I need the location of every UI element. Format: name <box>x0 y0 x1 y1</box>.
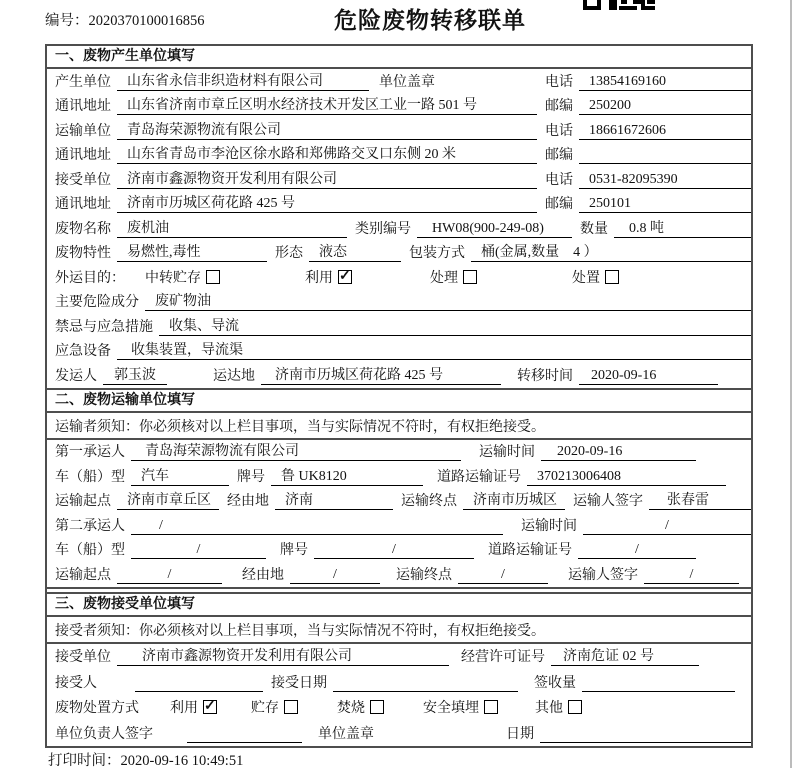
destination-value: 济南市历城区荷花路 425 号 <box>261 364 501 385</box>
page-title: 危险废物转移联单 <box>334 8 526 33</box>
transport-time1-value: 2020-09-16 <box>541 444 696 461</box>
dispatcher-value: 郭玉波 <box>103 364 167 385</box>
route2-via-label: 经由地 <box>242 567 284 583</box>
disposal-option-storage <box>251 697 298 717</box>
vehicle1-plate-label: 牌号 <box>237 469 265 485</box>
serial-value: 2020370100016856 <box>88 13 205 29</box>
purpose-option-disposal-label: 处置 <box>572 270 600 286</box>
disposal-other-checkbox <box>568 700 582 714</box>
emergency-equipment-value: 收集装置，导流渠 <box>117 339 751 360</box>
transporter-notice: 运输者须知：你必须核对以上栏目事项，当与实际情况不符时，有权拒绝接受。 <box>47 413 751 440</box>
row-producer-address <box>47 94 751 119</box>
disposal-method-label: 废物处置方式 <box>55 701 139 716</box>
permit-value: 济南危证 02 号 <box>551 645 699 666</box>
waste-props-value: 易燃性,毒性 <box>117 241 267 262</box>
row-carrier-company <box>47 118 751 143</box>
receiver-address-value: 济南市历城区荷花路 425 号 <box>117 192 537 213</box>
producer-address-value: 山东省济南市章丘区明水经济技术开发区工业一路 501 号 <box>117 94 537 115</box>
disposal-option-landfill-label: 安全填埋 <box>423 701 479 716</box>
carrier-address-value: 山东省青岛市李沧区徐水路和郑佛路交叉口东侧 20 米 <box>117 143 537 164</box>
accept-qty-value <box>582 691 735 692</box>
vehicle1-license-label: 道路运输证号 <box>437 469 521 485</box>
disposal-storage-checkbox <box>284 700 298 714</box>
producer-phone-value: 13854169160 <box>579 74 751 91</box>
first-carrier-label: 第一承运人 <box>55 445 125 460</box>
row-route2 <box>47 562 751 587</box>
accept-person-value <box>135 691 263 692</box>
route1-via-label: 经由地 <box>227 494 269 509</box>
row-second-carrier <box>47 513 751 538</box>
row-receive-company <box>47 644 751 670</box>
responsible-sign-value <box>187 742 302 743</box>
producer-label: 产生单位 <box>55 74 111 90</box>
permit-label: 经营许可证号 <box>461 650 545 665</box>
serial-label: 编号： <box>45 13 89 29</box>
print-time-value: 2020-09-16 10:49:51 <box>120 753 244 769</box>
route2-start-value: / <box>117 567 222 584</box>
vehicle2-license-value: / <box>578 542 696 559</box>
section-transporter <box>47 388 751 587</box>
purpose-option-storage-label: 中转贮存 <box>145 270 201 286</box>
second-carrier-value: / <box>131 518 503 535</box>
seal-label: 单位盖章 <box>379 74 435 90</box>
dispatcher-label: 发运人 <box>55 368 97 384</box>
waste-pack-label: 包装方式 <box>409 246 465 261</box>
waste-qty-label: 数量 <box>580 221 608 237</box>
receiver-phone-value: 0531-82095390 <box>579 172 751 189</box>
waste-form-label: 形态 <box>275 246 303 261</box>
purpose-treatment-checkbox <box>463 270 477 284</box>
emergency-equipment-label: 应急设备 <box>55 344 111 359</box>
vehicle1-type-value: 汽车 <box>131 465 229 486</box>
row-transfer-purpose <box>47 265 751 290</box>
disposal-option-storage-label: 贮存 <box>251 701 279 716</box>
producer-phone-label: 电话 <box>545 74 573 90</box>
disposal-option-incineration-label: 焚烧 <box>337 701 365 716</box>
section-receiver <box>47 587 751 746</box>
section3-header: 三、废物接受单位填写 <box>47 592 751 617</box>
disposal-option-landfill <box>423 697 498 717</box>
carrier-company-label: 运输单位 <box>55 123 111 139</box>
vehicle2-type-value: / <box>131 542 266 559</box>
carrier-phone-label: 电话 <box>545 123 573 139</box>
purpose-option-treatment-label: 处理 <box>430 270 458 286</box>
transfer-time-value: 2020-09-16 <box>579 368 718 385</box>
row-producer <box>47 69 751 94</box>
waste-code-label: 类别编号 <box>355 221 411 237</box>
vehicle1-plate-value: 鲁 UK8120 <box>271 465 423 486</box>
waste-name-label: 废物名称 <box>55 221 111 237</box>
route2-end-value: / <box>458 567 548 584</box>
transport-time1-label: 运输时间 <box>479 445 535 460</box>
row-carrier-address <box>47 143 751 168</box>
row-waste-name <box>47 216 751 241</box>
producer-address-label: 通讯地址 <box>55 99 111 114</box>
receiver-company-label: 接受单位 <box>55 172 111 188</box>
purpose-option-reuse-label: 利用 <box>305 270 333 286</box>
seal-date-value <box>540 742 751 743</box>
responsible-sign-label: 单位负责人签字 <box>55 726 153 742</box>
section2-header: 二、废物运输单位填写 <box>47 390 751 413</box>
waste-qty-value: 0.8 吨 <box>614 217 751 238</box>
purpose-label: 外运目的： <box>55 270 125 286</box>
qr-code-fragment-icon <box>583 0 655 10</box>
waste-code-value: HW08(900-249-08) <box>417 221 572 238</box>
hazard-label: 主要危险成分 <box>55 295 139 310</box>
route1-via-value: 济南 <box>275 489 393 510</box>
carrier-zip-value <box>579 163 751 164</box>
receiver-company-value: 济南市鑫源物资开发利用有限公司 <box>117 168 537 189</box>
disposal-option-reuse-label: 利用 <box>170 701 198 716</box>
hazard-value: 废矿物油 <box>145 290 751 311</box>
row-receiver-company <box>47 167 751 192</box>
receiver-notice: 接受者须知：你必须核对以上栏目事项，当与实际情况不符时，有权拒绝接受。 <box>47 617 751 644</box>
row-responsible-signature <box>47 720 751 746</box>
row-route1 <box>47 489 751 514</box>
receiver-phone-label: 电话 <box>545 172 573 188</box>
disposal-reuse-checkbox <box>203 700 217 714</box>
emergency-measures-value: 收集、导流 <box>159 315 751 336</box>
receive-company-value: 济南市鑫源物资开发利用有限公司 <box>117 645 449 666</box>
purpose-storage-checkbox <box>206 270 220 284</box>
receive-company-label: 接受单位 <box>55 650 111 665</box>
route2-start-label: 运输起点 <box>55 567 111 583</box>
vehicle1-license-value: 370213006408 <box>527 469 726 486</box>
purpose-option-reuse <box>305 267 352 287</box>
purpose-option-disposal <box>572 267 619 287</box>
row-hazard-components <box>47 290 751 315</box>
emergency-measures-label: 禁忌与应急措施 <box>55 319 153 335</box>
row-emergency-measures <box>47 314 751 339</box>
accept-qty-label: 签收量 <box>534 675 576 691</box>
route2-sign-label: 运输人签字 <box>568 567 638 583</box>
route1-end-value: 济南市历城区 <box>463 489 565 510</box>
purpose-option-treatment <box>430 267 477 287</box>
vehicle2-type-label: 车（船）型 <box>55 543 125 558</box>
transfer-time-label: 转移时间 <box>517 368 573 384</box>
route2-via-value: / <box>290 567 380 584</box>
row-dispatch <box>47 363 751 388</box>
accept-person-label: 接受人 <box>55 675 97 691</box>
waste-form-value: 液态 <box>309 241 401 262</box>
producer-zip-value: 250200 <box>579 98 751 115</box>
first-carrier-value: 青岛海荣源物流有限公司 <box>131 440 461 461</box>
vehicle2-plate-label: 牌号 <box>280 543 308 558</box>
vehicle2-license-label: 道路运输证号 <box>488 543 572 558</box>
receiver-zip-label: 邮编 <box>545 197 573 212</box>
accept-date-value <box>333 691 518 692</box>
waste-pack-value: 桶(金属,数量 4 ） <box>471 241 751 262</box>
disposal-incineration-checkbox <box>370 700 384 714</box>
print-time <box>48 749 243 770</box>
disposal-option-reuse <box>170 697 217 717</box>
route1-sign-label: 运输人签字 <box>573 494 643 509</box>
route1-start-label: 运输起点 <box>55 494 111 509</box>
carrier-company-value: 青岛海荣源物流有限公司 <box>117 119 537 140</box>
vehicle2-plate-value: / <box>314 542 474 559</box>
purpose-option-storage <box>145 267 220 287</box>
page-edge-line <box>790 0 792 768</box>
row-disposal-method <box>47 695 751 721</box>
seal-date-label: 日期 <box>506 726 534 742</box>
print-time-label: 打印时间： <box>48 753 121 769</box>
unit-seal-label: 单位盖章 <box>318 726 374 742</box>
section1-header: 一、废物产生单位填写 <box>47 46 751 69</box>
receiver-zip-value: 250101 <box>579 196 751 213</box>
manifest-form <box>45 44 753 748</box>
route2-end-label: 运输终点 <box>396 567 452 583</box>
route1-start-value: 济南市章丘区 <box>117 489 219 510</box>
section-producer <box>47 46 751 388</box>
disposal-option-other <box>535 697 582 717</box>
transport-time2-value: / <box>583 518 751 535</box>
destination-label: 运达地 <box>213 368 255 384</box>
disposal-option-other-label: 其他 <box>535 701 563 716</box>
disposal-option-incineration <box>337 697 384 717</box>
accept-date-label: 接受日期 <box>271 675 327 691</box>
purpose-disposal-checkbox <box>605 270 619 284</box>
producer-zip-label: 邮编 <box>545 99 573 114</box>
receiver-address-label: 通讯地址 <box>55 197 111 212</box>
row-emergency-equipment <box>47 339 751 364</box>
row-vehicle2 <box>47 538 751 563</box>
disposal-landfill-checkbox <box>484 700 498 714</box>
row-accept <box>47 669 751 695</box>
second-carrier-label: 第二承运人 <box>55 518 125 534</box>
waste-props-label: 废物特性 <box>55 246 111 261</box>
row-first-carrier <box>47 440 751 465</box>
purpose-reuse-checkbox <box>338 270 352 284</box>
row-vehicle1 <box>47 464 751 489</box>
producer-value: 山东省永信非织造材料有限公司 <box>117 70 369 91</box>
carrier-address-label: 通讯地址 <box>55 148 111 163</box>
route1-sign-value: 张春雷 <box>649 489 751 510</box>
route2-sign-value: / <box>644 567 739 584</box>
row-receiver-address <box>47 192 751 217</box>
transport-time2-label: 运输时间 <box>521 518 577 534</box>
vehicle1-type-label: 车（船）型 <box>55 469 125 485</box>
waste-name-value: 废机油 <box>117 217 347 238</box>
route1-end-label: 运输终点 <box>401 494 457 509</box>
carrier-zip-label: 邮编 <box>545 148 573 163</box>
row-waste-props <box>47 241 751 266</box>
carrier-phone-value: 18661672606 <box>579 123 751 140</box>
